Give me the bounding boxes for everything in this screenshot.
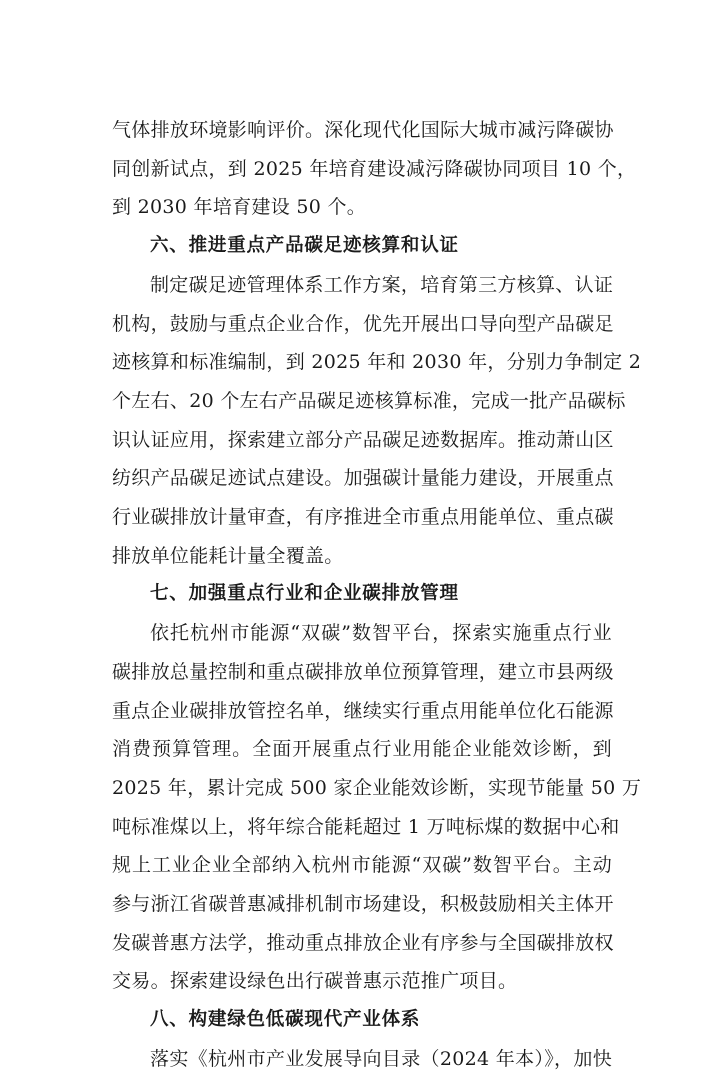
paragraph-line: 发碳普惠方法学，推动重点排放企业有序参与全国碳排放权 — [112, 932, 614, 954]
paragraph-line: 消费预算管理。全面开展重点行业用能企业能效诊断，到 — [112, 738, 612, 760]
paragraph-line: 依托杭州市能源“双碳”数智平台，探索实施重点行业 — [150, 622, 612, 644]
paragraph-line: 参与浙江省碳普惠减排机制市场建设，积极鼓励相关主体开 — [112, 893, 614, 915]
paragraph-line: 落实《杭州市产业发展导向目录（2024 年本）》，加快 — [150, 1048, 612, 1070]
paragraph-line: 2025 年，累计完成 500 家企业能效诊断，实现节能量 50 万 — [112, 777, 642, 799]
document-page — [112, 0, 642, 1070]
paragraph-line: 排放单位能耗计量全覆盖。 — [112, 545, 344, 567]
section-heading: 八、构建绿色低碳现代产业体系 — [150, 1009, 421, 1030]
paragraph-line: 吨标准煤以上，将年综合能耗超过 1 万吨标煤的数据中心和 — [112, 816, 620, 838]
section-heading: 六、推进重点产品碳足迹核算和认证 — [150, 235, 459, 256]
paragraph-line: 机构，鼓励与重点企业合作，优先开展出口导向型产品碳足 — [112, 313, 614, 335]
paragraph-line: 迹核算和标准编制，到 2025 年和 2030 年，分别力争制定 2 — [112, 351, 642, 373]
paragraph-line: 识认证应用，探索建立部分产品碳足迹数据库。推动萧山区 — [112, 429, 614, 451]
paragraph-line: 行业碳排放计量审查，有序推进全市重点用能单位、重点碳 — [112, 506, 614, 528]
paragraph-line: 纺织产品碳足迹试点建设。加强碳计量能力建设，开展重点 — [112, 467, 614, 489]
paragraph-line: 同创新试点，到 2025 年培育建设减污降碳协同项目 10 个， — [112, 158, 637, 180]
paragraph-line: 到 2030 年培育建设 50 个。 — [112, 196, 367, 218]
paragraph-line: 规上工业企业全部纳入杭州市能源“双碳”数智平台。主动 — [112, 854, 612, 876]
paragraph-line: 制定碳足迹管理体系工作方案，培育第三方核算、认证 — [150, 274, 614, 296]
paragraph-line: 气体排放环境影响评价。深化现代化国际大城市减污降碳协 — [112, 119, 614, 141]
section-heading: 七、加强重点行业和企业碳排放管理 — [150, 583, 459, 604]
paragraph-line: 重点企业碳排放管控名单，继续实行重点用能单位化石能源 — [112, 700, 614, 722]
paragraph-line: 交易。探索建设绿色出行碳普惠示范推广项目。 — [112, 970, 518, 992]
paragraph-line: 个左右、20 个左右产品碳足迹核算标准，完成一批产品碳标 — [112, 390, 626, 412]
paragraph-line: 碳排放总量控制和重点碳排放单位预算管理，建立市县两级 — [112, 661, 614, 683]
